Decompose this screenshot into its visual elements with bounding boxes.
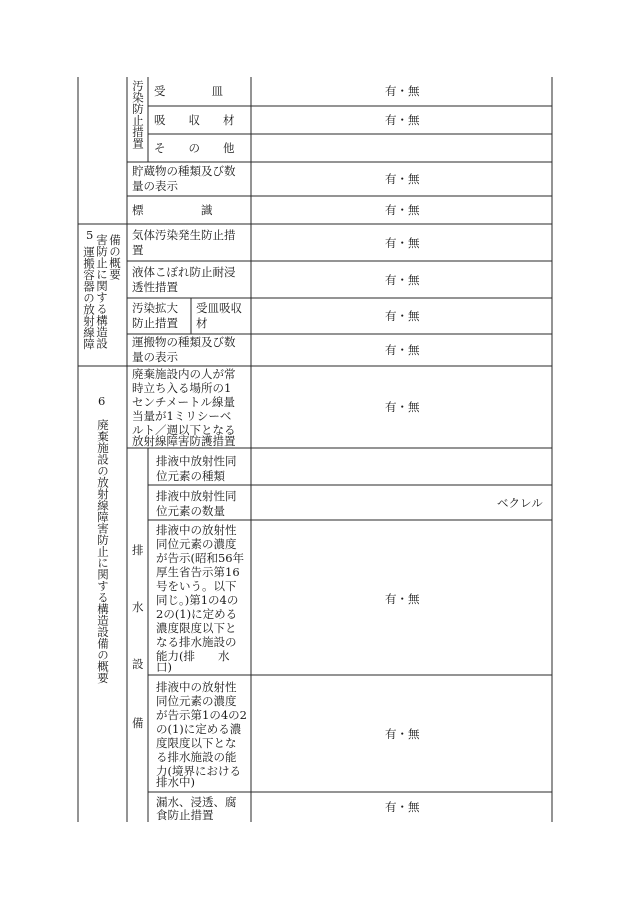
- outlet-conc-label-10: 能力(排 水: [156, 649, 230, 663]
- shielding-label-2: 時立ち入る場所の1: [132, 381, 232, 395]
- leak-prevention-label-2: 食防止措置: [156, 808, 214, 822]
- absorbent-label: 吸 収 材: [154, 113, 235, 127]
- drainage-char-1: 排: [132, 543, 144, 557]
- outlet-conc-label-6: 同じ。)第1の4の: [156, 593, 239, 607]
- outlet-conc-answer: 有・無: [385, 592, 420, 606]
- outlet-conc-label-2: 同位元素の濃度: [156, 537, 237, 551]
- storage-display-label-1: 貯蔵物の種類及び数: [132, 164, 236, 178]
- gas-prevention-answer: 有・無: [385, 236, 420, 250]
- shielding-label-1: 廃棄施設内の人が常: [132, 367, 236, 381]
- receiving-tray-label: 受 皿: [154, 84, 223, 98]
- gas-prevention-label-1: 気体汚染発生防止措: [132, 228, 236, 242]
- outlet-conc-label-3: が告示(昭和56年: [156, 551, 245, 565]
- drainage-char-3: 設: [132, 657, 144, 671]
- transport-display-label-2: 量の表示: [132, 350, 178, 364]
- absorbent-answer: 有・無: [385, 113, 420, 127]
- sign-label: 標 識: [132, 203, 213, 217]
- outlet-conc-label-1: 排液中の放射性: [156, 523, 237, 537]
- boundary-conc-label-5: 度限度以下とな: [156, 736, 237, 750]
- transport-display-answer: 有・無: [385, 343, 420, 357]
- liquid-prevention-label-2: 透性措置: [132, 280, 178, 294]
- isotope-amount-label-1: 排液中放射性同: [156, 489, 237, 503]
- drainage-char-4: 備: [132, 716, 144, 730]
- boundary-conc-label-2: 同位元素の濃度: [156, 694, 237, 708]
- shielding-answer: 有・無: [385, 400, 420, 414]
- boundary-conc-label-6: る排水施設の能: [156, 750, 237, 764]
- pollution-prevention-label: 汚染防止措置: [131, 80, 145, 149]
- outlet-conc-label-5: 号をいう。以下: [156, 579, 237, 593]
- boundary-conc-label-3: が告示第1の4の2: [156, 708, 247, 722]
- other-label: そ の 他: [154, 141, 235, 155]
- storage-display-answer: 有・無: [385, 172, 420, 186]
- section-5-title-col1: 運搬容器の放射線障: [82, 246, 96, 350]
- transport-display-label-1: 運搬物の種類及び数: [132, 335, 236, 349]
- outlet-conc-label-11: 口): [156, 660, 172, 674]
- receiving-tray-answer: 有・無: [385, 84, 420, 98]
- section-5-title-col2: 害防止に関する構造設: [95, 234, 109, 349]
- liquid-prevention-label-1: 液体こぼれ防止耐浸: [132, 265, 236, 279]
- gas-prevention-label-2: 置: [132, 243, 144, 257]
- shielding-label-5: ルト／週以下となる: [132, 423, 236, 437]
- spread-prevention-answer: 有・無: [385, 309, 420, 323]
- isotope-kind-label-1: 排液中放射性同: [156, 454, 237, 468]
- section-6-number: 6: [98, 394, 106, 408]
- shielding-label-6: 放射線障害防護措置: [132, 434, 236, 448]
- isotope-amount-label-2: 位元素の数量: [156, 504, 225, 518]
- outlet-conc-label-4: 厚生省告示第16: [156, 565, 240, 579]
- section-5-number: 5: [86, 228, 94, 242]
- drainage-char-2: 水: [132, 600, 144, 614]
- liquid-prevention-answer: 有・無: [385, 273, 420, 287]
- shielding-label-3: センチメートル線量: [132, 395, 236, 409]
- section-5-title-col3: 備の概要: [108, 234, 122, 280]
- sign-answer: 有・無: [385, 203, 420, 217]
- storage-display-label-2: 量の表示: [132, 179, 178, 193]
- outlet-conc-label-8: 濃度限度以下と: [156, 621, 237, 635]
- spread-prevention-label-2: 防止措置: [132, 316, 178, 330]
- boundary-conc-label-7: 力(境界における: [156, 764, 241, 778]
- boundary-conc-label-4: の(1)に定める濃: [156, 722, 242, 736]
- boundary-conc-label-1: 排液中の放射性: [156, 680, 237, 694]
- leak-prevention-answer: 有・無: [385, 800, 420, 814]
- leak-prevention-label-1: 漏水、浸透、腐: [156, 795, 237, 809]
- tray-absorbent-label-1: 受皿吸収: [196, 301, 242, 315]
- boundary-conc-answer: 有・無: [385, 727, 420, 741]
- becquerel-unit: ベクレル: [497, 496, 543, 510]
- shielding-label-4: 当量が1ミリシーベ: [132, 409, 232, 423]
- section-6-title-col1: 廃棄施設の放射線障害防止に関する構造設備の概要: [96, 419, 110, 684]
- spread-prevention-label-1: 汚染拡大: [132, 301, 178, 315]
- boundary-conc-label-8: 排水中): [156, 775, 195, 789]
- outlet-conc-label-9: なる排水施設の: [156, 635, 237, 649]
- outlet-conc-label-7: 2の(1)に定める: [156, 607, 238, 621]
- isotope-kind-label-2: 位元素の種類: [156, 469, 225, 483]
- tray-absorbent-label-2: 材: [196, 316, 208, 330]
